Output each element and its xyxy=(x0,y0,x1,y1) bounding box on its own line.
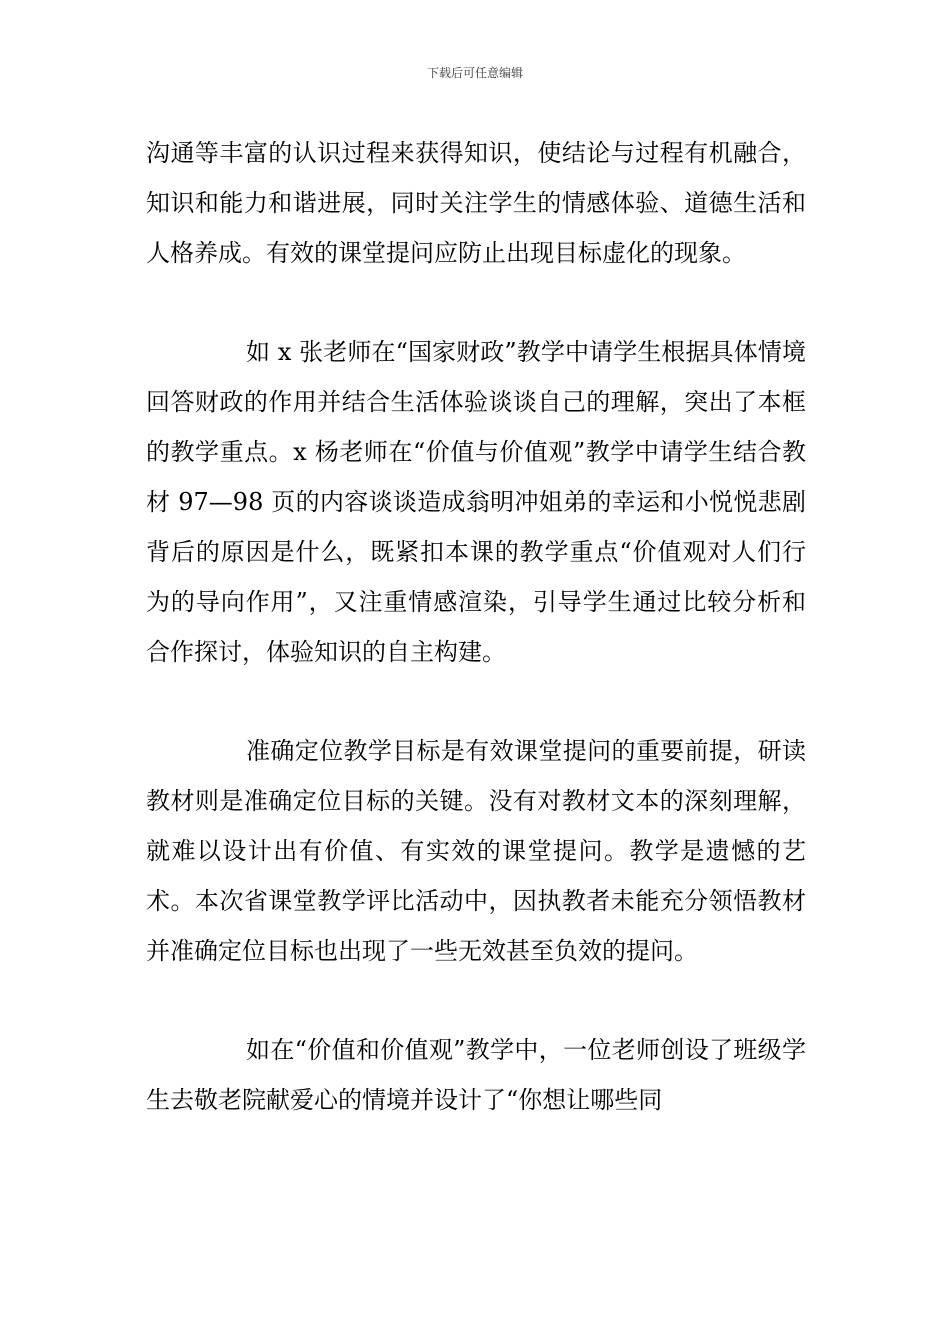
paragraph-objectives: 准确定位教学目标是有效课堂提问的重要前提，研读教材则是准确定位目标的关键。没有对教材文本的深刻理解，就难以设计出有价值、有实效的课堂提问。教学是遗憾的艺术。本次省课堂教学评比活动中，因执教者未能充分领悟教材并准确定位目标也出现了一些无效甚至负效的提问。 xyxy=(146,737,806,965)
paragraph-example-2: 如在“价值和价值观”教学中，一位老师创设了班级学生去敬老院献爱心的情境并设计了“你想让哪些同 xyxy=(146,1036,806,1114)
document-body xyxy=(146,128,806,1174)
paragraph-example-1: 如 x 张老师在“国家财政”教学中请学生根据具体情境回答财政的作用并结合生活体验谈谈自己的理解，突出了本框的教学重点。x 杨老师在“价值与价值观”教学中请学生结合教材 97—98 页的内容谈谈造成翁明冲姐弟的幸运和小悦悦悲剧背后的原因是什么，既紧扣本课的教学重点“价值观对人们行为的导向作用”，又注重情感渲染，引导学生通过比较分析和合作探讨，体验知识的自主构建。 xyxy=(146,338,806,666)
page-header: 下载后可任意编辑 xyxy=(426,66,523,80)
paragraph-continuation: 沟通等丰富的认识过程来获得知识，使结论与过程有机融合，知识和能力和谐进展，同时关注学生的情感体验、道德生活和人格养成。有效的课堂提问应防止出现目标虚化的现象。 xyxy=(146,139,806,267)
